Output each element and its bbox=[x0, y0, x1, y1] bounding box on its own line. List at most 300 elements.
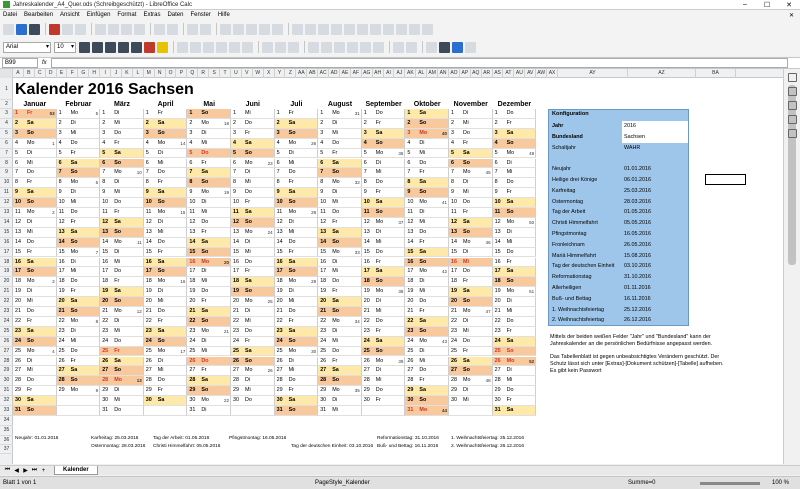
calendar-day-cell[interactable] bbox=[405, 277, 449, 287]
calendar-day-cell[interactable] bbox=[231, 248, 275, 258]
calendar-day-cell[interactable] bbox=[493, 178, 537, 188]
column-header[interactable]: AN bbox=[438, 69, 449, 78]
background-color-icon[interactable] bbox=[157, 42, 168, 53]
column-header[interactable]: AB bbox=[307, 69, 318, 78]
calendar-day-cell[interactable] bbox=[187, 248, 231, 258]
calendar-day-cell[interactable] bbox=[100, 188, 144, 198]
border-style-icon[interactable] bbox=[439, 42, 450, 53]
styles-icon[interactable] bbox=[788, 87, 797, 96]
calendar-day-cell[interactable] bbox=[13, 307, 57, 317]
calendar-day-cell[interactable] bbox=[187, 208, 231, 218]
column-header[interactable]: AS bbox=[493, 69, 504, 78]
special-character-icon[interactable] bbox=[331, 24, 342, 35]
calendar-day-cell[interactable] bbox=[405, 159, 449, 169]
calendar-day-cell[interactable] bbox=[362, 287, 406, 297]
calendar-day-cell[interactable] bbox=[13, 188, 57, 198]
calendar-day-cell[interactable] bbox=[13, 248, 57, 258]
calendar-day-cell[interactable] bbox=[362, 168, 406, 178]
calendar-day-cell[interactable] bbox=[57, 386, 101, 396]
calendar-day-cell[interactable] bbox=[449, 218, 493, 228]
gallery-icon[interactable] bbox=[788, 101, 797, 110]
row-header[interactable]: 9 bbox=[0, 168, 13, 178]
calendar-day-cell[interactable] bbox=[362, 277, 406, 287]
calendar-day-cell[interactable] bbox=[493, 277, 537, 287]
row-header[interactable]: 20 bbox=[0, 277, 13, 287]
calendar-day-cell[interactable] bbox=[362, 159, 406, 169]
calendar-day-cell[interactable] bbox=[231, 139, 275, 149]
config-input-field[interactable]: 2016 bbox=[622, 121, 688, 132]
column-header[interactable]: AL bbox=[416, 69, 427, 78]
calendar-day-cell[interactable] bbox=[275, 317, 319, 327]
calendar-day-cell[interactable] bbox=[318, 287, 362, 297]
calendar-day-cell[interactable] bbox=[449, 129, 493, 139]
row-header[interactable]: 21 bbox=[0, 287, 13, 297]
calendar-day-cell[interactable] bbox=[100, 287, 144, 297]
calendar-day-cell[interactable] bbox=[13, 198, 57, 208]
column-header[interactable]: S bbox=[209, 69, 220, 78]
calendar-day-cell[interactable] bbox=[449, 277, 493, 287]
column-header[interactable]: AZ bbox=[628, 69, 696, 78]
calendar-day-cell[interactable] bbox=[231, 159, 275, 169]
print-icon[interactable] bbox=[62, 24, 73, 35]
calendar-day-cell[interactable] bbox=[187, 188, 231, 198]
calendar-day-cell[interactable] bbox=[493, 228, 537, 238]
justify-icon[interactable] bbox=[216, 42, 227, 53]
calendar-day-cell[interactable] bbox=[493, 119, 537, 129]
row-header[interactable]: 28 bbox=[0, 357, 13, 367]
calendar-day-cell[interactable] bbox=[275, 258, 319, 268]
calendar-day-cell[interactable] bbox=[144, 347, 188, 357]
calendar-day-cell[interactable] bbox=[362, 376, 406, 386]
calendar-day-cell[interactable] bbox=[231, 258, 275, 268]
calendar-day-cell[interactable] bbox=[275, 307, 319, 317]
calendar-day-cell[interactable] bbox=[231, 317, 275, 327]
menu-fenster[interactable]: Fenster bbox=[190, 12, 211, 18]
calendar-day-cell[interactable] bbox=[362, 366, 406, 376]
spelling-icon[interactable] bbox=[200, 24, 211, 35]
calendar-day-cell[interactable] bbox=[13, 109, 57, 119]
percent-format-icon[interactable] bbox=[321, 42, 332, 53]
calendar-day-cell[interactable] bbox=[405, 129, 449, 139]
column-header[interactable]: AW bbox=[536, 69, 547, 78]
calendar-day-cell[interactable] bbox=[318, 119, 362, 129]
column-header[interactable]: V bbox=[242, 69, 253, 78]
calendar-day-cell[interactable] bbox=[231, 188, 275, 198]
column-header[interactable]: B bbox=[24, 69, 35, 78]
calendar-day-cell[interactable] bbox=[187, 337, 231, 347]
calendar-day-cell[interactable] bbox=[362, 347, 406, 357]
calendar-day-cell[interactable] bbox=[362, 198, 406, 208]
column-header[interactable]: AF bbox=[351, 69, 362, 78]
calendar-day-cell[interactable] bbox=[57, 198, 101, 208]
calendar-day-cell[interactable] bbox=[187, 376, 231, 386]
calendar-day-cell[interactable] bbox=[187, 396, 231, 406]
autofilter-icon[interactable] bbox=[272, 24, 283, 35]
calendar-day-cell[interactable] bbox=[275, 139, 319, 149]
calendar-day-cell[interactable] bbox=[187, 228, 231, 238]
calendar-day-cell[interactable] bbox=[275, 277, 319, 287]
calendar-day-cell[interactable] bbox=[231, 149, 275, 159]
calendar-day-cell[interactable] bbox=[13, 277, 57, 287]
column-header[interactable]: AO bbox=[449, 69, 460, 78]
row-header[interactable]: 4 bbox=[0, 119, 13, 129]
zoom-slider[interactable] bbox=[700, 482, 760, 485]
calendar-day-cell[interactable] bbox=[144, 218, 188, 228]
calendar-day-cell[interactable] bbox=[493, 376, 537, 386]
borders-icon[interactable] bbox=[426, 42, 437, 53]
calendar-day-cell[interactable] bbox=[362, 218, 406, 228]
calendar-day-cell[interactable] bbox=[449, 159, 493, 169]
calendar-day-cell[interactable] bbox=[493, 327, 537, 337]
calendar-day-cell[interactable] bbox=[493, 337, 537, 347]
calendar-day-cell[interactable] bbox=[449, 317, 493, 327]
calendar-day-cell[interactable] bbox=[13, 366, 57, 376]
column-icon[interactable] bbox=[233, 24, 244, 35]
row-header[interactable]: 22 bbox=[0, 297, 13, 307]
row-header[interactable]: 5 bbox=[0, 129, 13, 139]
row-header[interactable]: 29 bbox=[0, 366, 13, 376]
calendar-day-cell[interactable] bbox=[449, 386, 493, 396]
calendar-day-cell[interactable] bbox=[405, 317, 449, 327]
calendar-day-cell[interactable] bbox=[449, 327, 493, 337]
row-header[interactable]: 2 bbox=[0, 100, 13, 109]
show-draw-functions-icon[interactable] bbox=[422, 24, 433, 35]
column-header[interactable]: AP bbox=[460, 69, 471, 78]
calendar-day-cell[interactable] bbox=[187, 109, 231, 119]
column-header[interactable]: M bbox=[144, 69, 155, 78]
calendar-day-cell[interactable] bbox=[275, 238, 319, 248]
column-header[interactable]: I bbox=[100, 69, 111, 78]
calendar-day-cell[interactable] bbox=[100, 258, 144, 268]
calendar-day-cell[interactable] bbox=[275, 337, 319, 347]
row-header[interactable]: 7 bbox=[0, 149, 13, 159]
properties-icon[interactable] bbox=[788, 73, 797, 82]
calendar-day-cell[interactable] bbox=[493, 198, 537, 208]
align-left-icon[interactable] bbox=[177, 42, 188, 53]
row-header[interactable]: 35 bbox=[0, 426, 13, 436]
redo-icon[interactable] bbox=[167, 24, 178, 35]
select-all-corner[interactable] bbox=[0, 69, 13, 78]
calendar-day-cell[interactable] bbox=[187, 168, 231, 178]
calendar-day-cell[interactable] bbox=[13, 406, 57, 416]
merge-center-icon[interactable] bbox=[242, 42, 253, 53]
column-header[interactable]: AI bbox=[384, 69, 395, 78]
delete-decimal-icon[interactable] bbox=[373, 42, 384, 53]
calendar-day-cell[interactable] bbox=[100, 119, 144, 129]
calendar-day-cell[interactable] bbox=[405, 327, 449, 337]
calendar-day-cell[interactable] bbox=[362, 297, 406, 307]
calendar-day-cell[interactable] bbox=[231, 129, 275, 139]
calendar-day-cell[interactable] bbox=[318, 347, 362, 357]
column-header[interactable]: AE bbox=[340, 69, 351, 78]
calendar-day-cell[interactable] bbox=[405, 168, 449, 178]
calendar-day-cell[interactable] bbox=[362, 178, 406, 188]
calendar-day-cell[interactable] bbox=[405, 406, 449, 416]
calendar-day-cell[interactable] bbox=[144, 238, 188, 248]
calendar-day-cell[interactable] bbox=[144, 258, 188, 268]
calendar-day-cell[interactable] bbox=[187, 347, 231, 357]
column-header[interactable]: AH bbox=[373, 69, 384, 78]
decrease-indent-icon[interactable] bbox=[406, 42, 417, 53]
column-header[interactable]: AG bbox=[362, 69, 373, 78]
calendar-day-cell[interactable] bbox=[100, 406, 144, 416]
calendar-day-cell[interactable] bbox=[100, 228, 144, 238]
row-header[interactable]: 15 bbox=[0, 228, 13, 238]
calendar-day-cell[interactable] bbox=[231, 267, 275, 277]
close-window-button[interactable]: ✕ bbox=[786, 1, 792, 9]
calendar-day-cell[interactable] bbox=[405, 347, 449, 357]
calendar-day-cell[interactable] bbox=[493, 287, 537, 297]
calendar-day-cell[interactable] bbox=[449, 208, 493, 218]
calendar-day-cell[interactable] bbox=[275, 188, 319, 198]
calendar-day-cell[interactable] bbox=[144, 366, 188, 376]
calendar-day-cell[interactable] bbox=[318, 168, 362, 178]
calendar-day-cell[interactable] bbox=[13, 347, 57, 357]
calendar-day-cell[interactable] bbox=[405, 307, 449, 317]
calendar-day-cell[interactable] bbox=[100, 238, 144, 248]
calendar-day-cell[interactable] bbox=[231, 307, 275, 317]
calendar-day-cell[interactable] bbox=[493, 366, 537, 376]
calendar-day-cell[interactable] bbox=[405, 396, 449, 406]
menu-bearbeiten[interactable]: Bearbeiten bbox=[24, 12, 54, 18]
calendar-day-cell[interactable] bbox=[362, 238, 406, 248]
scroll-thumb[interactable] bbox=[788, 85, 796, 265]
calendar-day-cell[interactable] bbox=[231, 347, 275, 357]
menu-extras[interactable]: Extras bbox=[143, 12, 161, 18]
calendar-day-cell[interactable] bbox=[493, 297, 537, 307]
calendar-day-cell[interactable] bbox=[13, 317, 57, 327]
column-header[interactable]: Z bbox=[286, 69, 297, 78]
calendar-day-cell[interactable] bbox=[57, 109, 101, 119]
column-header[interactable]: H bbox=[89, 69, 100, 78]
calendar-day-cell[interactable] bbox=[405, 188, 449, 198]
column-header[interactable]: F bbox=[68, 69, 79, 78]
strikethrough-icon[interactable] bbox=[118, 42, 129, 53]
calendar-day-cell[interactable] bbox=[231, 396, 275, 406]
calendar-day-cell[interactable] bbox=[318, 376, 362, 386]
empty-day-cell[interactable] bbox=[57, 406, 101, 416]
cut-icon[interactable] bbox=[95, 24, 106, 35]
calendar-day-cell[interactable] bbox=[318, 307, 362, 317]
calendar-day-cell[interactable] bbox=[231, 198, 275, 208]
calendar-day-cell[interactable] bbox=[231, 327, 275, 337]
calendar-day-cell[interactable] bbox=[449, 228, 493, 238]
calendar-day-cell[interactable] bbox=[13, 258, 57, 268]
calendar-day-cell[interactable] bbox=[57, 327, 101, 337]
calendar-day-cell[interactable] bbox=[449, 287, 493, 297]
calendar-day-cell[interactable] bbox=[449, 188, 493, 198]
calendar-day-cell[interactable] bbox=[13, 287, 57, 297]
calendar-day-cell[interactable] bbox=[362, 386, 406, 396]
calendar-day-cell[interactable] bbox=[100, 396, 144, 406]
calendar-day-cell[interactable] bbox=[57, 208, 101, 218]
paste-icon[interactable] bbox=[121, 24, 132, 35]
calendar-day-cell[interactable] bbox=[493, 307, 537, 317]
calendar-day-cell[interactable] bbox=[449, 248, 493, 258]
calendar-day-cell[interactable] bbox=[318, 159, 362, 169]
calendar-day-cell[interactable] bbox=[231, 228, 275, 238]
calendar-day-cell[interactable] bbox=[13, 139, 57, 149]
column-header[interactable]: AJ bbox=[395, 69, 406, 78]
calendar-day-cell[interactable] bbox=[493, 386, 537, 396]
save-icon[interactable] bbox=[29, 24, 40, 35]
row-header[interactable]: 30 bbox=[0, 376, 13, 386]
calendar-day-cell[interactable] bbox=[493, 139, 537, 149]
calendar-day-cell[interactable] bbox=[449, 178, 493, 188]
align-right-icon[interactable] bbox=[203, 42, 214, 53]
close-document-icon[interactable]: ✕ bbox=[788, 12, 794, 19]
calendar-day-cell[interactable] bbox=[144, 178, 188, 188]
calendar-day-cell[interactable] bbox=[275, 218, 319, 228]
calendar-day-cell[interactable] bbox=[493, 168, 537, 178]
calendar-day-cell[interactable] bbox=[57, 366, 101, 376]
calendar-day-cell[interactable] bbox=[493, 258, 537, 268]
calendar-day-cell[interactable] bbox=[231, 208, 275, 218]
calendar-day-cell[interactable] bbox=[231, 109, 275, 119]
calendar-day-cell[interactable] bbox=[187, 366, 231, 376]
calendar-day-cell[interactable] bbox=[362, 327, 406, 337]
calendar-day-cell[interactable] bbox=[362, 307, 406, 317]
calendar-day-cell[interactable] bbox=[144, 376, 188, 386]
column-header[interactable]: AR bbox=[482, 69, 493, 78]
row-header[interactable]: 25 bbox=[0, 327, 13, 337]
calendar-day-cell[interactable] bbox=[405, 366, 449, 376]
calendar-day-cell[interactable] bbox=[449, 396, 493, 406]
calendar-day-cell[interactable] bbox=[318, 366, 362, 376]
print-preview-icon[interactable] bbox=[75, 24, 86, 35]
column-header[interactable]: J bbox=[111, 69, 122, 78]
calendar-day-cell[interactable] bbox=[187, 238, 231, 248]
calendar-day-cell[interactable] bbox=[275, 248, 319, 258]
calendar-day-cell[interactable] bbox=[493, 238, 537, 248]
calendar-day-cell[interactable] bbox=[13, 396, 57, 406]
calendar-day-cell[interactable] bbox=[362, 396, 406, 406]
increase-indent-icon[interactable] bbox=[393, 42, 404, 53]
calendar-day-cell[interactable] bbox=[13, 168, 57, 178]
name-box[interactable]: B99 bbox=[2, 58, 38, 68]
row-header[interactable]: 11 bbox=[0, 188, 13, 198]
calendar-day-cell[interactable] bbox=[275, 297, 319, 307]
calendar-day-cell[interactable] bbox=[362, 357, 406, 367]
calendar-day-cell[interactable] bbox=[449, 139, 493, 149]
calendar-day-cell[interactable] bbox=[405, 376, 449, 386]
calendar-day-cell[interactable] bbox=[275, 267, 319, 277]
row-header[interactable]: 24 bbox=[0, 317, 13, 327]
comment-icon[interactable] bbox=[357, 24, 368, 35]
calendar-day-cell[interactable] bbox=[449, 258, 493, 268]
row-header[interactable]: 32 bbox=[0, 396, 13, 406]
calendar-day-cell[interactable] bbox=[100, 198, 144, 208]
calendar-day-cell[interactable] bbox=[318, 248, 362, 258]
calendar-day-cell[interactable] bbox=[275, 376, 319, 386]
column-header[interactable]: N bbox=[155, 69, 166, 78]
calendar-day-cell[interactable] bbox=[144, 228, 188, 238]
calendar-day-cell[interactable] bbox=[318, 267, 362, 277]
calendar-day-cell[interactable] bbox=[57, 188, 101, 198]
calendar-day-cell[interactable] bbox=[187, 307, 231, 317]
calendar-day-cell[interactable] bbox=[405, 228, 449, 238]
row-header[interactable]: 8 bbox=[0, 159, 13, 169]
calendar-day-cell[interactable] bbox=[13, 376, 57, 386]
font-name-combo[interactable]: Arial ▾ bbox=[3, 42, 51, 53]
navigator-icon[interactable] bbox=[788, 115, 797, 124]
font-color-icon[interactable] bbox=[144, 42, 155, 53]
calendar-day-cell[interactable] bbox=[405, 198, 449, 208]
calendar-day-cell[interactable] bbox=[318, 218, 362, 228]
column-header[interactable]: AA bbox=[296, 69, 307, 78]
calendar-day-cell[interactable] bbox=[231, 168, 275, 178]
first-sheet-icon[interactable]: ⏮ bbox=[4, 467, 11, 473]
underline-icon[interactable] bbox=[105, 42, 116, 53]
calendar-day-cell[interactable] bbox=[13, 129, 57, 139]
calendar-day-cell[interactable] bbox=[318, 327, 362, 337]
calendar-day-cell[interactable] bbox=[362, 337, 406, 347]
calendar-day-cell[interactable] bbox=[449, 376, 493, 386]
calendar-day-cell[interactable] bbox=[362, 188, 406, 198]
calendar-day-cell[interactable] bbox=[449, 366, 493, 376]
calendar-day-cell[interactable] bbox=[275, 198, 319, 208]
calendar-day-cell[interactable] bbox=[318, 277, 362, 287]
calendar-day-cell[interactable] bbox=[493, 149, 537, 159]
calendar-day-cell[interactable] bbox=[57, 119, 101, 129]
calendar-day-cell[interactable] bbox=[100, 317, 144, 327]
calendar-day-cell[interactable] bbox=[57, 297, 101, 307]
calendar-day-cell[interactable] bbox=[493, 406, 537, 416]
calendar-day-cell[interactable] bbox=[57, 178, 101, 188]
calendar-day-cell[interactable] bbox=[275, 406, 319, 416]
calendar-day-cell[interactable] bbox=[275, 208, 319, 218]
functions-icon[interactable] bbox=[788, 129, 797, 138]
calendar-day-cell[interactable] bbox=[405, 119, 449, 129]
calendar-day-cell[interactable] bbox=[493, 208, 537, 218]
column-header[interactable]: AV bbox=[525, 69, 536, 78]
function-wizard-icon[interactable]: fx bbox=[42, 60, 47, 66]
calendar-day-cell[interactable] bbox=[13, 357, 57, 367]
calendar-day-cell[interactable] bbox=[405, 109, 449, 119]
calendar-day-cell[interactable] bbox=[318, 149, 362, 159]
calendar-day-cell[interactable] bbox=[493, 188, 537, 198]
calendar-day-cell[interactable] bbox=[13, 119, 57, 129]
calendar-day-cell[interactable] bbox=[144, 139, 188, 149]
calendar-day-cell[interactable] bbox=[231, 287, 275, 297]
calendar-day-cell[interactable] bbox=[318, 396, 362, 406]
calendar-day-cell[interactable] bbox=[100, 327, 144, 337]
number-format-icon[interactable] bbox=[334, 42, 345, 53]
calendar-day-cell[interactable] bbox=[231, 366, 275, 376]
calendar-day-cell[interactable] bbox=[57, 267, 101, 277]
calendar-day-cell[interactable] bbox=[187, 178, 231, 188]
calendar-day-cell[interactable] bbox=[318, 337, 362, 347]
calendar-day-cell[interactable] bbox=[449, 307, 493, 317]
calendar-day-cell[interactable] bbox=[405, 258, 449, 268]
column-header[interactable]: L bbox=[133, 69, 144, 78]
calendar-day-cell[interactable] bbox=[144, 396, 188, 406]
sheet-tab-kalender[interactable]: Kalender bbox=[54, 466, 98, 475]
row-header[interactable]: 33 bbox=[0, 406, 13, 416]
row-header[interactable]: 10 bbox=[0, 178, 13, 188]
calendar-day-cell[interactable] bbox=[362, 248, 406, 258]
calendar-day-cell[interactable] bbox=[405, 357, 449, 367]
calendar-day-cell[interactable] bbox=[13, 208, 57, 218]
calendar-day-cell[interactable] bbox=[318, 317, 362, 327]
calendar-day-cell[interactable] bbox=[231, 178, 275, 188]
wrap-text-icon[interactable] bbox=[229, 42, 240, 53]
calendar-day-cell[interactable] bbox=[275, 347, 319, 357]
menu-format[interactable]: Format bbox=[117, 12, 137, 18]
column-header[interactable]: AY bbox=[558, 69, 628, 78]
calendar-day-cell[interactable] bbox=[493, 357, 537, 367]
calendar-day-cell[interactable] bbox=[57, 129, 101, 139]
